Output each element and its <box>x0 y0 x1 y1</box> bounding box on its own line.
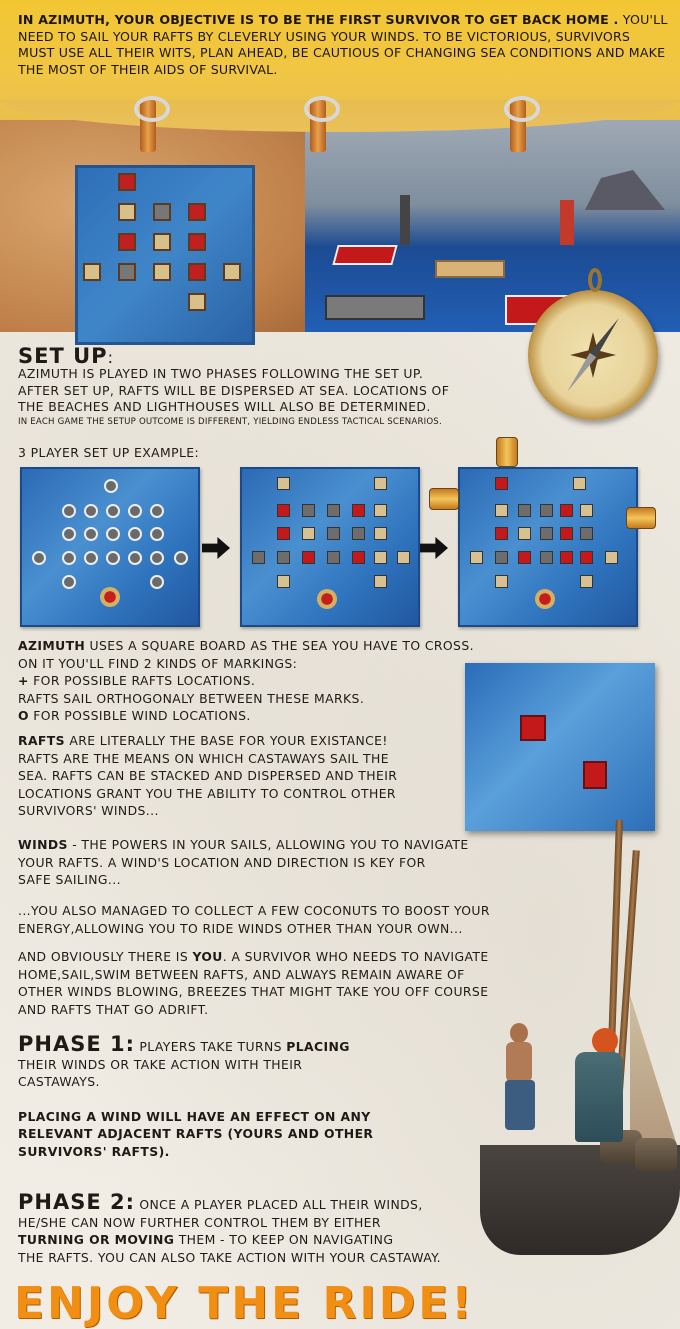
phase-1-section: PHASE 1: PLAYERS TAKE TURNS PLACING THEIR WINDS OR TAKE ACTION WITH THEIR CASTAWAYS. PLACING A WIND WILL HAVE AN EFFECT ON ANY RELEVANT ADJACENT RAFTS (YOURS AND OTHER SURVIVORS' RAFTS). <box>18 1032 374 1159</box>
phase-1-title: PHASE 1: <box>18 1032 136 1056</box>
setup-board-step-3 <box>458 467 638 627</box>
wind-peg-icon <box>510 100 526 152</box>
castaways-boat-illustration <box>470 820 680 1329</box>
azimuth-term: AZIMUTH <box>18 638 86 653</box>
setup-line: AZIMUTH IS PLAYED IN TWO PHASES FOLLOWING THE SET UP. <box>18 366 424 381</box>
winds-term: WINDS <box>18 837 68 852</box>
setup-body <box>18 366 578 428</box>
wind-peg-icon <box>626 507 656 529</box>
arrow-right-icon <box>420 537 448 559</box>
board-description: AZIMUTH USES A SQUARE BOARD AS THE SEA YOU HAVE TO CROSS. ON IT YOU'LL FIND 2 KINDS OF MARKINGS: + FOR POSSIBLE RAFTS LOCATIONS. RAFTS SAIL ORTHOGONALY BETWEEN THESE MARKS. O FOR POSSIBLE WIND LOCATIONS. <box>18 638 474 723</box>
you-description: AND OBVIOUSLY THERE IS YOU. A SURVIVOR WHO NEEDS TO NAVIGATE HOME,SAIL,SWIM BETWEEN RAFTS, AND ALWAYS REMAIN AWARE OF OTHER WINDS BLOWING, BREEZES THAT MIGHT TAKE YOU OFF COURSE AND RAFTS THAT GO ADRIFT. <box>18 949 489 1017</box>
wind-peg-icon <box>429 488 459 510</box>
setup-note: IN EACH GAME THE SETUP OUTCOME IS DIFFERENT, YIELDING ENDLESS TACTICAL SCENARIOS. <box>18 416 442 427</box>
coconuts-description: ...YOU ALSO MANAGED TO COLLECT A FEW COCONUTS TO BOOST YOUR ENERGY,ALLOWING YOU TO RIDE WINDS OTHER THAN YOUR OWN... <box>18 903 490 936</box>
wind-peg-icon <box>310 100 326 152</box>
phase-2-title: PHASE 2: <box>18 1190 136 1214</box>
arrow-right-icon <box>202 537 230 559</box>
intro-lead: IN AZIMUTH, YOUR OBJECTIVE IS TO BE THE FIRST SURVIVOR TO GET BACK HOME . <box>18 12 619 27</box>
plus-symbol: + <box>18 673 29 688</box>
enjoy-the-ride-headline: ENJOY THE RIDE! <box>14 1278 475 1329</box>
wind-peg-icon <box>496 437 518 467</box>
rafts-description: RAFTS ARE LITERALLY THE BASE FOR YOUR EXISTANCE! RAFTS ARE THE MEANS ON WHICH CASTAWAYS SAIL THE SEA. RAFTS CAN BE STACKED AND DISPERSED AND THEIR LOCATIONS GRANT YOU THE ABILITY TO CONTROL OTHER SURVIVORS' WINDS... <box>18 733 398 818</box>
winds-description: WINDS - THE POWERS IN YOUR SAILS, ALLOWING YOU TO NAVIGATE YOUR RAFTS. A WIND'S LOCATION AND DIRECTION IS KEY FOR SAFE SAILING... <box>18 837 469 887</box>
wind-peg-icon <box>140 100 156 152</box>
setup-board-step-1 <box>20 467 200 627</box>
phase-2-section: PHASE 2: ONCE A PLAYER PLACED ALL THEIR WINDS, HE/SHE CAN NOW FURTHER CONTROL THEM BY EITHER TURNING OR MOVING THEM - TO KEEP ON NAVIGATING THE RAFTS. YOU CAN ALSO TAKE ACTION WITH YOUR CASTAWAY. <box>18 1190 441 1265</box>
setup-title: SET UP: <box>18 344 114 368</box>
intro-rest: YOU'LL NEED TO SAIL YOUR RAFTS BY CLEVERLY USING YOUR WINDS. TO BE VICTORIOUS, SURVIVORS MUST USE ALL THEIR WITS, PLAN AHEAD, BE CAUTIOUS OF CHANGING SEA CONDITIONS AND MAKE THE MOST OF THEIR AIDS OF SURVIVAL. <box>18 12 668 77</box>
board-closeup-image <box>465 663 655 831</box>
setup-line: THE BEACHES AND LIGHTHOUSES WILL ALSO BE DETERMINED. <box>18 399 431 414</box>
you-term: YOU <box>192 949 223 964</box>
setup-board-step-2 <box>240 467 420 627</box>
rafts-term: RAFTS <box>18 733 65 748</box>
setup-line: AFTER SET UP, RAFTS WILL BE DISPERSED AT SEA. LOCATIONS OF <box>18 382 450 398</box>
o-symbol: O <box>18 708 29 723</box>
intro-text <box>18 12 668 78</box>
game-board-illustration <box>75 165 255 345</box>
setup-example-label: 3 PLAYER SET UP EXAMPLE: <box>18 445 200 460</box>
